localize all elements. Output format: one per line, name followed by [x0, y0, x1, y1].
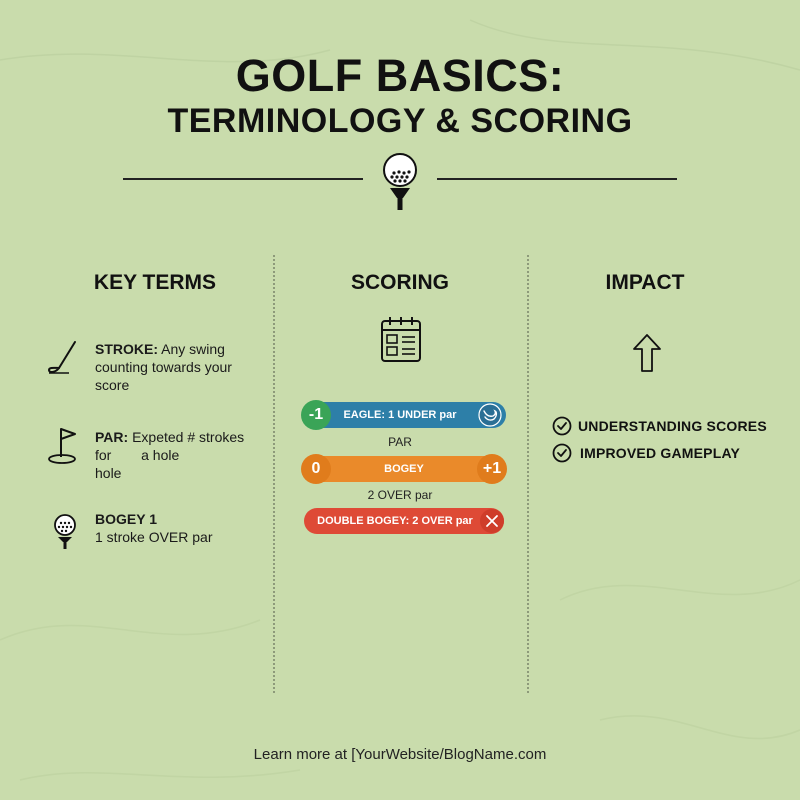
term-bogey-line2: 1 stroke OVER par [95, 529, 213, 545]
double-bogey-label: DOUBLE BOGEY: 2 OVER par [317, 515, 473, 527]
close-x-icon [479, 508, 505, 534]
impact-item-gameplay [552, 443, 740, 463]
term-stroke [95, 340, 270, 394]
divider-right [437, 178, 677, 180]
scoring-heading: SCORING [350, 271, 449, 294]
term-par-title: PAR: [95, 429, 129, 445]
term-stroke-line2: counting towards your [95, 359, 232, 375]
eagle-label: EAGLE: 1 UNDER par [343, 409, 457, 421]
term-par-line1: Expeted # strokes [132, 429, 245, 445]
double-bogey-pill [304, 508, 504, 534]
term-bogey [95, 510, 270, 546]
bogey-left-badge: 0 [301, 454, 331, 484]
term-par [95, 428, 270, 482]
impact-label-understanding: UNDERSTANDING SCORES [578, 418, 767, 434]
term-par-line2b: a hole [141, 447, 180, 463]
bogey-label: BOGEY [384, 463, 424, 475]
two-over-label: 2 OVER par [367, 488, 433, 502]
footer-link[interactable]: Learn more at [YourWebsite/BlogName.com [253, 746, 547, 763]
key-terms-heading: KEY TERMS [93, 271, 217, 294]
term-stroke-title: STROKE: [95, 341, 158, 357]
eagle-badge: -1 [301, 400, 331, 430]
golf-ball-tee-small-icon [52, 513, 78, 551]
flag-hole-icon [47, 425, 81, 465]
golf-club-icon [47, 340, 81, 376]
impact-item-understanding [552, 416, 767, 436]
golf-bird-icon [477, 402, 503, 428]
check-circle-icon [552, 443, 572, 463]
term-bogey-title: BOGEY 1 [95, 511, 157, 527]
impact-label-gameplay: IMPROVED GAMEPLAY [580, 445, 741, 461]
divider-left [123, 178, 363, 180]
column-separator-right [527, 255, 529, 693]
arrow-up-icon [632, 333, 662, 373]
column-separator-left [273, 255, 275, 693]
par-label: PAR [388, 435, 412, 449]
bogey-pill [304, 456, 504, 482]
term-stroke-line1: Any swing [161, 341, 225, 357]
scorecard-calendar-icon [380, 315, 422, 363]
impact-heading: IMPACT [605, 271, 685, 294]
term-stroke-line3: score [95, 377, 130, 393]
check-circle-icon [552, 416, 572, 436]
page-title: GOLF BASICS: [235, 50, 565, 101]
eagle-pill [304, 402, 506, 428]
term-par-line2a: for [95, 447, 112, 463]
golf-ball-tee-icon [382, 150, 418, 212]
bogey-right-badge: +1 [477, 454, 507, 484]
term-par-line3: hole [95, 465, 122, 481]
page-subtitle: TERMINOLOGY & SCORING [167, 102, 633, 140]
